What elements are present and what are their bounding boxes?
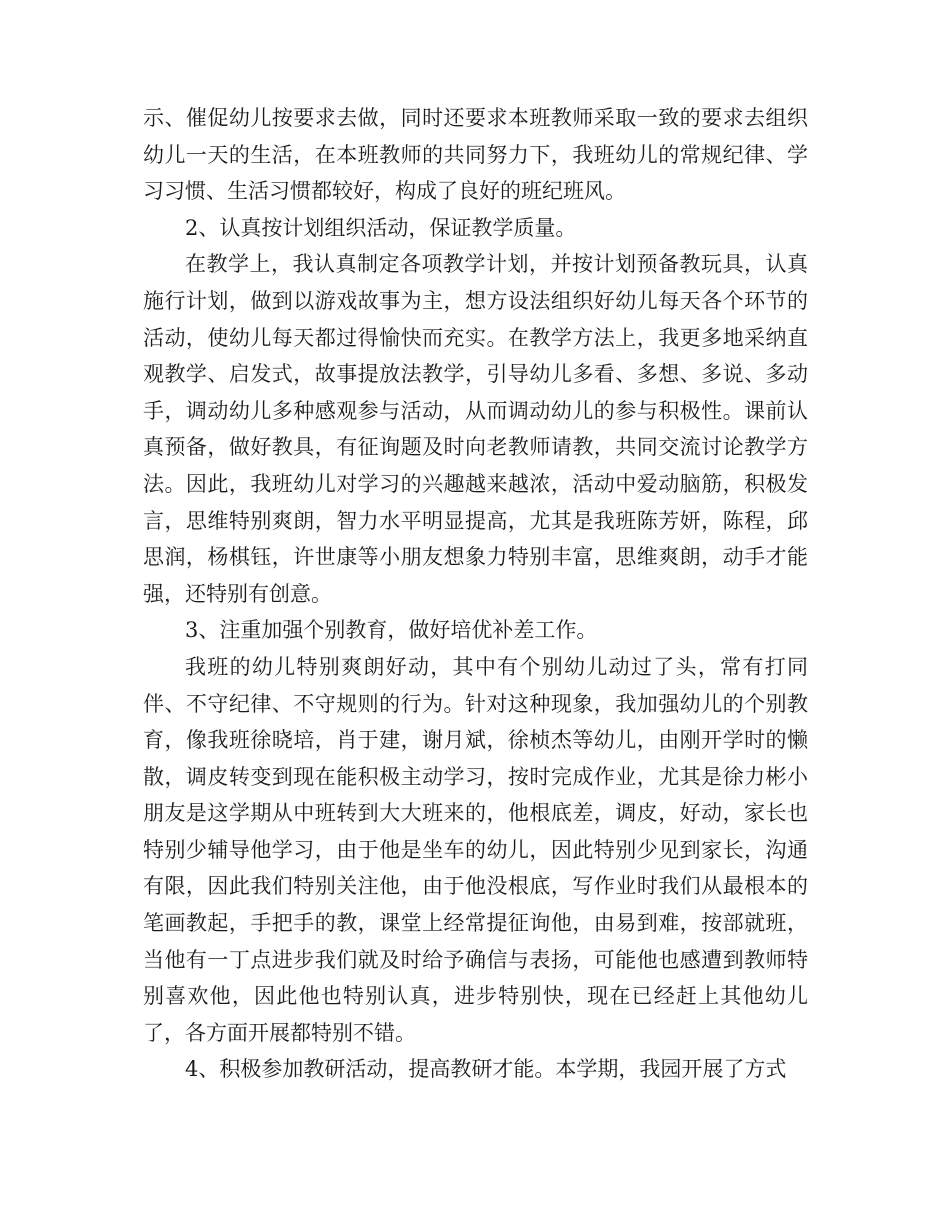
paragraph-individual-education: 我班的幼儿特别爽朗好动，其中有个别幼儿动过了头，常有打同伴、不守纪律、不守规则的行为。针对这种现象，我加强幼儿的个别教育，像我班徐晓培，肖于建，谢月斌，徐桢杰等幼儿，由刚开学时的懒散，调皮转变到现在能积极主动学习，按时完成作业，尤其是徐力彬小朋友是这学期从中班转到大大班来的，他根底差，调皮，好动，家长也特别少辅导他学习，由于他是坐车的幼儿，因此特别少见到家长，沟通有限，因此我们特别关注他，由于他没根底，写作业时我们从最根本的笔画教起，手把手的教，课堂上经常提征询他，由易到难，按部就班，当他有一丁点进步我们就及时给予确信与表扬，可能他也感遭到教师特别喜欢他，因此他也特别认真，进步特别快，现在已经赶上其他幼儿了，各方面开展都特别不错。 xyxy=(143,654,808,1045)
section-heading-3: 3、注重加强个别教育，做好培优补差工作。 xyxy=(185,618,598,643)
section-heading-4: 4、积极参加教研活动，提高教研才能。本学期，我园开展了方式 xyxy=(185,1057,787,1082)
section-heading-2: 2、认真按计划组织活动，保证教学质量。 xyxy=(185,215,577,240)
document-body xyxy=(143,100,808,1088)
paragraph-1: 示、催促幼儿按要求去做，同时还要求本班教师采取一致的要求去组织幼儿一天的生活，在本班教师的共同努力下，我班幼儿的常规纪律、学习习惯、生活习惯都较好，构成了良好的班纪班风。 xyxy=(143,106,808,204)
paragraph-teaching: 在教学上，我认真制定各项教学计划，并按计划预备教玩具，认真施行计划，做到以游戏故事为主，想方设法组织好幼儿每天各个环节的活动，使幼儿每天都过得愉快而充实。在教学方法上，我更多地采纳直观教学、启发式，故事提放法教学，引导幼儿多看、多想、多说、多动手，调动幼儿多种感观参与活动，从而调动幼儿的参与积极性。课前认真预备，做好教具，有征询题及时向老教师请教，共同交流讨论教学方法。因此，我班幼儿对学习的兴趣越来越浓，活动中爱动脑筋，积极发言，思维特别爽朗，智力水平明显提高，尤其是我班陈芳妍，陈程，邱思润，杨棋钰，许世康等小朋友想象力特别丰富，思维爽朗，动手才能强，还特别有创意。 xyxy=(143,252,808,606)
